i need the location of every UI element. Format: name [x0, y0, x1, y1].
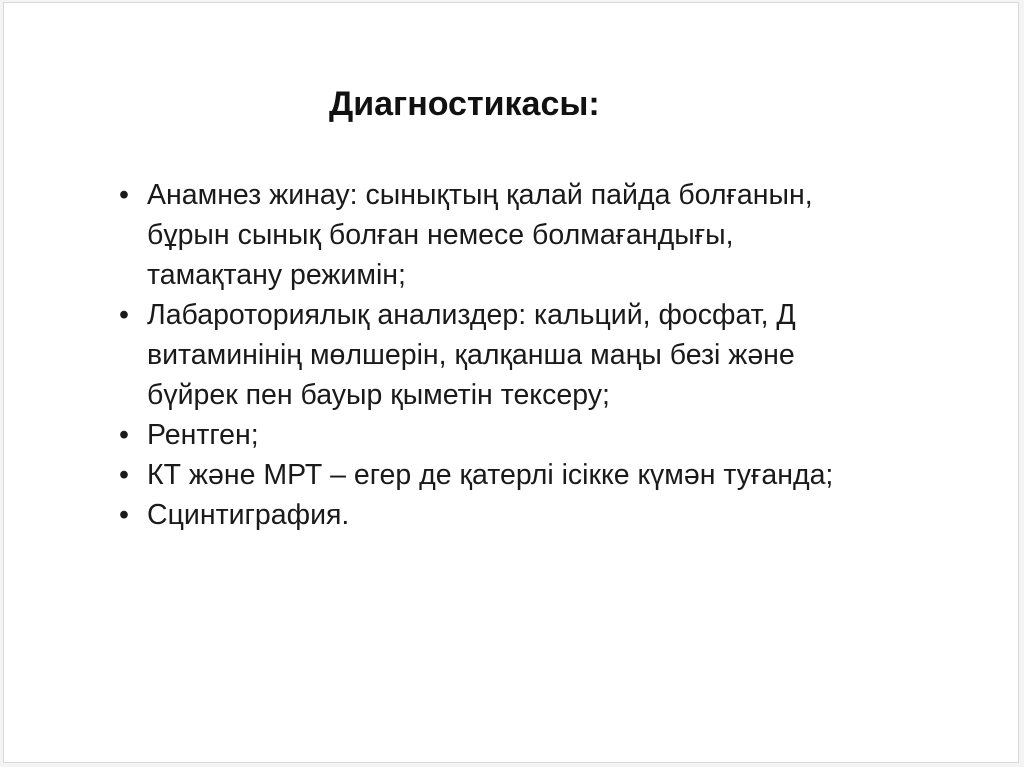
bullet-text-line: Лабароториялық анализдер: кальций, фосфат, Д	[147, 299, 796, 331]
bullet-text-line: бүйрек пен бауыр қыметін тексеру;	[147, 379, 610, 411]
bullet-dot-icon: •	[119, 499, 129, 531]
bullet-text-line: бұрын сынық болған немесе болмағандығы,	[147, 219, 734, 251]
slide	[3, 2, 1019, 763]
bullet-item-xray	[114, 415, 934, 455]
bullet-text-line: КТ және МРТ – егер де қатерлі ісікке күмән туғанда;	[147, 459, 834, 491]
bullet-dot-icon: •	[119, 459, 129, 491]
bullet-text-line: тамақтану режимін;	[147, 259, 406, 291]
bullet-item-lab-tests	[114, 295, 934, 415]
bullet-text-line: Сцинтиграфия.	[147, 499, 350, 531]
slide-title: Диагностикасы:	[329, 85, 600, 123]
bullet-text-line: Анамнез жинау: сынықтың қалай пайда болғанын,	[147, 179, 813, 211]
bullet-dot-icon: •	[119, 179, 129, 211]
bullet-list	[114, 175, 934, 535]
bullet-text-line: витаминінің мөлшерін, қалқанша маңы безі және	[147, 339, 795, 371]
bullet-dot-icon: •	[119, 299, 129, 331]
bullet-item-ct-mri	[114, 455, 934, 495]
bullet-dot-icon: •	[119, 419, 129, 451]
bullet-item-scintigraphy	[114, 495, 934, 535]
bullet-item-anamnesis	[114, 175, 934, 295]
bullet-text-line: Рентген;	[147, 419, 259, 451]
